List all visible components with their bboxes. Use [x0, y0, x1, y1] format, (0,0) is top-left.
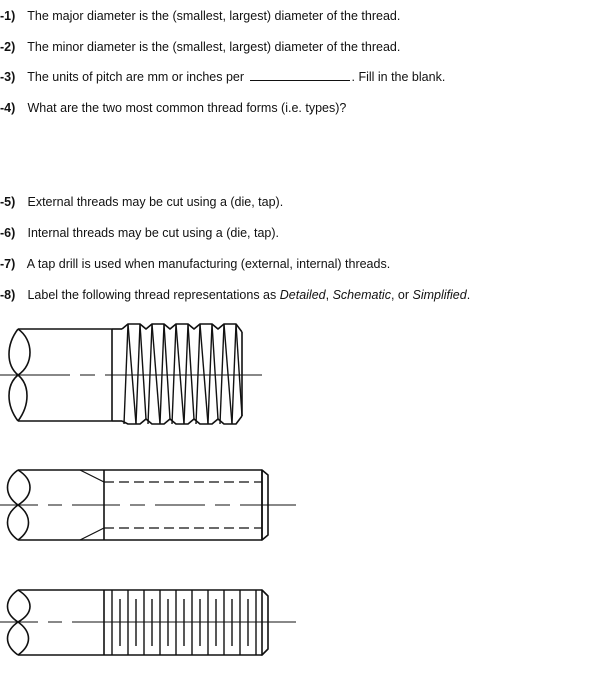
question-number: -1): [0, 9, 16, 23]
question-text: Internal threads may be cut using a (die, tap).: [27, 226, 280, 240]
question-6: [0, 225, 279, 241]
question-number: -6): [0, 226, 16, 240]
period: .: [466, 288, 471, 302]
question-7: [0, 256, 390, 272]
question-number: -2): [0, 40, 16, 54]
separator: ,: [325, 288, 330, 302]
question-number: -3): [0, 70, 16, 84]
question-3: [0, 69, 445, 85]
question-text: The minor diameter is the (smallest, largest) diameter of the thread.: [27, 40, 401, 54]
question-text-after: . Fill in the blank.: [351, 70, 446, 84]
question-text: The major diameter is the (smallest, largest) diameter of the thread.: [27, 9, 401, 23]
option-schematic: Schematic: [332, 288, 391, 302]
question-2: [0, 39, 400, 55]
option-detailed: Detailed: [279, 288, 326, 302]
question-8: [0, 287, 470, 303]
question-text: Label the following thread representations as: [27, 288, 277, 302]
option-simplified: Simplified: [412, 288, 467, 302]
question-number: -5): [0, 195, 16, 209]
question-text: What are the two most common thread forms (i.e. types)?: [27, 101, 347, 115]
question-4: [0, 100, 346, 116]
question-number: -7): [0, 257, 16, 271]
question-1: [0, 8, 400, 24]
question-text: External threads may be cut using a (die, tap).: [27, 195, 284, 209]
separator: , or: [390, 288, 410, 302]
question-text: The units of pitch are mm or inches per: [27, 70, 245, 84]
simplified-thread-figure: [0, 465, 300, 545]
schematic-thread-figure: [0, 585, 300, 665]
question-number: -8): [0, 288, 16, 302]
detailed-thread-figure: [0, 320, 290, 430]
question-5: [0, 194, 283, 210]
question-number: -4): [0, 101, 16, 115]
fill-in-blank[interactable]: [250, 69, 350, 81]
question-text: A tap drill is used when manufacturing (external, internal) threads.: [26, 257, 391, 271]
